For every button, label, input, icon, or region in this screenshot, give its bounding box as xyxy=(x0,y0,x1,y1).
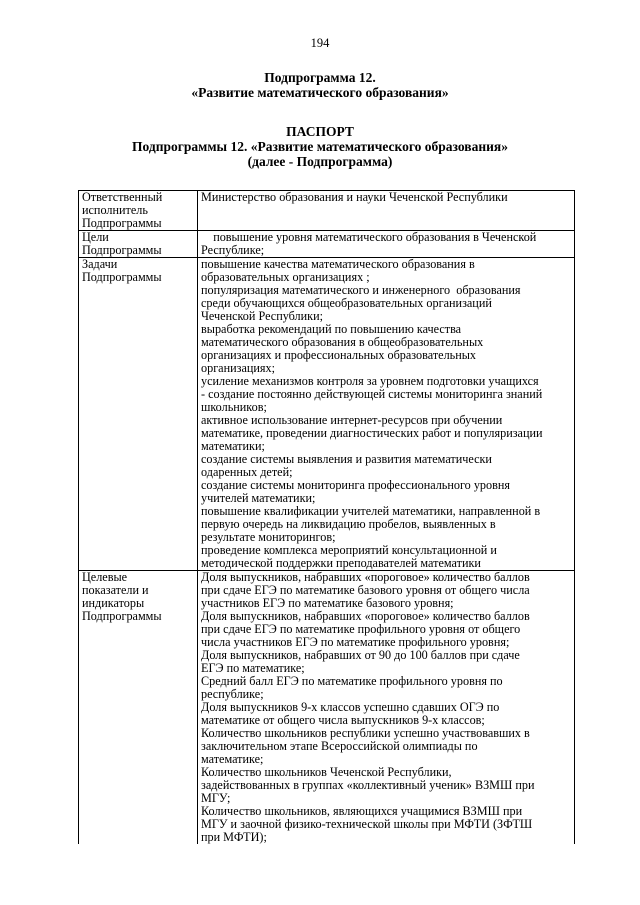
row-content-line: Средний балл ЕГЭ по математике профильного уровня по xyxy=(201,675,503,688)
passport-title: ПАСПОРТ xyxy=(286,124,354,139)
subprogram-title xyxy=(0,70,640,100)
row-content-line: создание системы выявления и развития математически xyxy=(201,453,492,466)
row-label-line: Подпрограммы xyxy=(82,610,162,623)
row-content-line: математике, проведении диагностических работ и популяризации xyxy=(201,427,543,440)
row-content-line: Доля выпускников, набравших от 90 до 100 баллов при сдаче xyxy=(201,649,520,662)
row-content-line: Республике; xyxy=(201,244,265,257)
row-content-line: МГУ и заочной физико-технической школы при МФТИ (ЗФТШ xyxy=(201,818,533,831)
row-content-line: числа участников ЕГЭ по математике профильного уровня; xyxy=(201,636,510,649)
row-content-line: задействованных в группах «коллективный ученик» ВЗМШ при xyxy=(201,779,535,792)
row-content-cell xyxy=(198,258,575,571)
table-row xyxy=(79,571,575,845)
row-label-line: Ответственный xyxy=(82,191,163,204)
row-content-line: первую очередь на ликвидацию пробелов, выявленных в xyxy=(201,518,496,531)
row-content-cell xyxy=(198,191,575,231)
row-label-line: Цели xyxy=(82,231,109,244)
row-content-line: ЕГЭ по математике; xyxy=(201,662,305,675)
table-row xyxy=(79,231,575,258)
row-content-line: усиление механизмов контроля за уровнем подготовки учащихся xyxy=(201,375,539,388)
row-content-line: - создание постоянно действующей системы мониторинга знаний xyxy=(201,388,543,401)
row-content-line: активное использование интернет-ресурсов при обучении xyxy=(201,414,503,427)
row-content-line: организациях; xyxy=(201,362,275,375)
row-content-line: повышение уровня математического образования в Чеченской xyxy=(201,231,537,244)
row-content-cell xyxy=(198,231,575,258)
row-label-line: исполнитель xyxy=(82,204,148,217)
row-label-line: Подпрограммы xyxy=(82,217,162,230)
row-content-line: математики; xyxy=(201,440,265,453)
row-content-line: выработка рекомендаций по повышению качества xyxy=(201,323,462,336)
passport-subtitle-line1: Подпрограммы 12. «Развитие математического образования» xyxy=(132,139,508,154)
row-content-line: одаренных детей; xyxy=(201,466,293,479)
row-content-line: математического образования в общеобразовательных xyxy=(201,336,484,349)
row-content-line: школьников; xyxy=(201,401,267,414)
row-content-line: Министерство образования и науки Чеченской Республики xyxy=(201,191,508,204)
row-content-line: при МФТИ); xyxy=(201,831,267,844)
row-content-line: заключительном этапе Всероссийской олимпиады по xyxy=(201,740,478,753)
table-row xyxy=(79,258,575,571)
row-content-line: математике от общего числа выпускников 9-х классов; xyxy=(201,714,485,727)
row-label-line: показатели и xyxy=(82,584,149,597)
row-content-line: организациях и профессиональных образовательных xyxy=(201,349,477,362)
passport-subtitle-line2: (далее - Подпрограмма) xyxy=(247,154,393,169)
subprogram-title-line2: «Развитие математического образования» xyxy=(191,85,449,100)
row-content-line: Количество школьников Чеченской Республики, xyxy=(201,766,452,779)
table-row xyxy=(79,191,575,231)
row-content-line: Количество школьников республики успешно участвовавших в xyxy=(201,727,530,740)
row-content-line: образовательных организациях ; xyxy=(201,271,370,284)
row-content-line: участников ЕГЭ по математике базового уровня; xyxy=(201,597,454,610)
row-content-line: при сдаче ЕГЭ по математике базового уровня от общего числа xyxy=(201,584,530,597)
row-content-line: при сдаче ЕГЭ по математике профильного уровня от общего xyxy=(201,623,521,636)
row-content-line: Доля выпускников 9-х классов успешно сдавших ОГЭ по xyxy=(201,701,500,714)
passport-heading xyxy=(0,124,640,169)
row-label-cell xyxy=(79,231,198,258)
row-content-line: учителей математики; xyxy=(201,492,316,505)
row-content-cell xyxy=(198,571,575,845)
row-label-line: Подпрограммы xyxy=(82,244,162,257)
row-content-line: среди обучающихся общеобразовательных организаций xyxy=(201,297,492,310)
row-content-line: Количество школьников, являющихся учащимися ВЗМШ при xyxy=(201,805,523,818)
row-label-cell xyxy=(79,571,198,845)
row-label-cell xyxy=(79,258,198,571)
row-label-line: Целевые xyxy=(82,571,128,584)
row-content-line: Чеченской Республики; xyxy=(201,310,323,323)
row-label-line: индикаторы xyxy=(82,597,145,610)
row-content-line: популяризация математического и инженерного образования xyxy=(201,284,521,297)
row-content-line: Доля выпускников, набравших «пороговое» количество баллов xyxy=(201,571,530,584)
row-content-line: методической поддержки преподавателей математики xyxy=(201,557,481,570)
row-label-line: Подпрограммы xyxy=(82,271,162,284)
passport-table xyxy=(78,190,575,844)
page-number: 194 xyxy=(310,36,330,50)
row-label-line: Задачи xyxy=(82,258,118,271)
row-content-line: математике; xyxy=(201,753,264,766)
row-content-line: повышение качества математического образования в xyxy=(201,258,475,271)
passport-table-body xyxy=(79,191,575,845)
subprogram-title-line1: Подпрограмма 12. xyxy=(264,70,376,85)
row-content-line: республике; xyxy=(201,688,264,701)
row-content-line: создание системы мониторинга профессионального уровня xyxy=(201,479,510,492)
row-content-line: проведение комплекса мероприятий консультационной и xyxy=(201,544,497,557)
row-content-line: результате мониторингов; xyxy=(201,531,336,544)
row-content-line: повышение квалификации учителей математики, направленной в xyxy=(201,505,541,518)
row-content-line: Доля выпускников, набравших «пороговое» количество баллов xyxy=(201,610,530,623)
row-content-line: МГУ; xyxy=(201,792,231,805)
row-label-cell xyxy=(79,191,198,231)
